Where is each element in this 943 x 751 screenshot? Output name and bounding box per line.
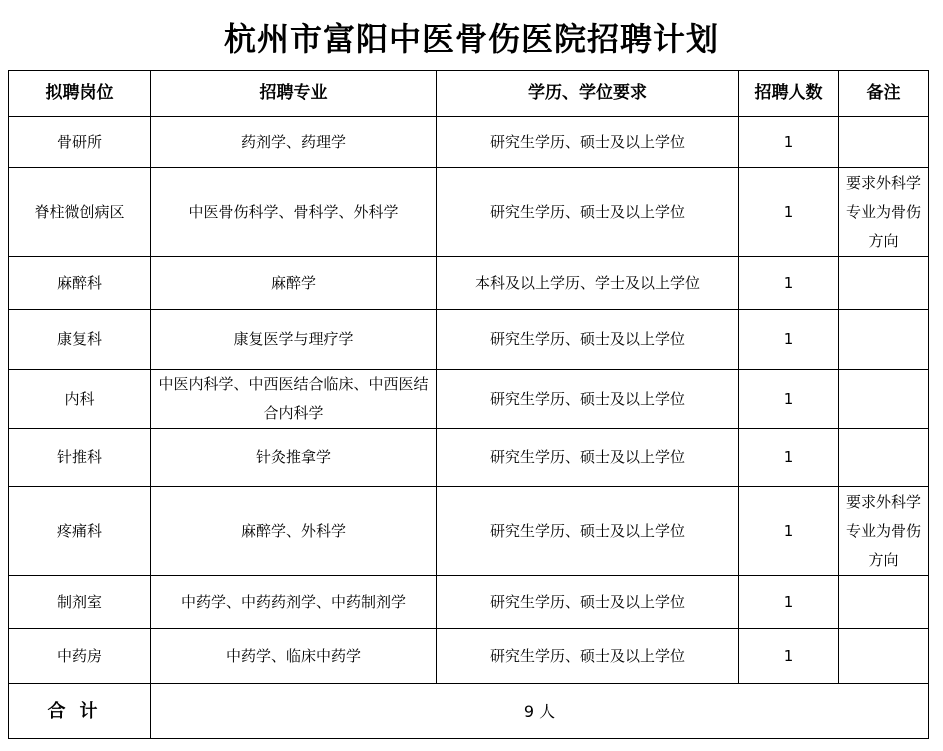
note-cell (839, 117, 929, 168)
education-cell: 研究生学历、硕士及以上学位 (437, 487, 739, 576)
education-cell: 研究生学历、硕士及以上学位 (437, 629, 739, 684)
table-row (9, 487, 929, 576)
table-row (9, 257, 929, 310)
table-row (9, 370, 929, 429)
table-row (9, 168, 929, 257)
count-cell: 1 (739, 576, 839, 629)
table-row (9, 310, 929, 370)
count-cell: 1 (739, 310, 839, 370)
major-cell: 针灸推拿学 (151, 429, 437, 487)
header-major: 招聘专业 (151, 71, 437, 117)
education-cell: 本科及以上学历、学士及以上学位 (437, 257, 739, 310)
major-cell: 药剂学、药理学 (151, 117, 437, 168)
note-cell: 要求外科学专业为骨伤方向 (839, 487, 929, 576)
header-row (9, 71, 929, 117)
header-note: 备注 (839, 71, 929, 117)
header-education: 学历、学位要求 (437, 71, 739, 117)
table-row (9, 576, 929, 629)
position-cell: 骨研所 (9, 117, 151, 168)
education-cell: 研究生学历、硕士及以上学位 (437, 429, 739, 487)
education-cell: 研究生学历、硕士及以上学位 (437, 117, 739, 168)
count-cell: 1 (739, 629, 839, 684)
position-cell: 制剂室 (9, 576, 151, 629)
total-label: 合计 (9, 684, 151, 739)
count-cell: 1 (739, 487, 839, 576)
count-cell: 1 (739, 117, 839, 168)
note-cell (839, 629, 929, 684)
total-row (9, 684, 929, 739)
position-cell: 针推科 (9, 429, 151, 487)
recruitment-table (8, 70, 929, 739)
table-row (9, 117, 929, 168)
table-row (9, 629, 929, 684)
header-count: 招聘人数 (739, 71, 839, 117)
education-cell: 研究生学历、硕士及以上学位 (437, 310, 739, 370)
major-cell: 中医内科学、中西医结合临床、中西医结合内科学 (151, 370, 437, 429)
page-title: 杭州市富阳中医骨伤医院招聘计划 (223, 20, 719, 58)
note-cell (839, 370, 929, 429)
count-cell: 1 (739, 168, 839, 257)
note-cell (839, 257, 929, 310)
education-cell: 研究生学历、硕士及以上学位 (437, 168, 739, 257)
major-cell: 麻醉学 (151, 257, 437, 310)
major-cell: 中医骨伤科学、骨科学、外科学 (151, 168, 437, 257)
position-cell: 脊柱微创病区 (9, 168, 151, 257)
education-cell: 研究生学历、硕士及以上学位 (437, 576, 739, 629)
position-cell: 内科 (9, 370, 151, 429)
total-value: 9 人 (151, 684, 929, 739)
major-cell: 中药学、中药药剂学、中药制剂学 (151, 576, 437, 629)
education-cell: 研究生学历、硕士及以上学位 (437, 370, 739, 429)
table-row (9, 429, 929, 487)
count-cell: 1 (739, 429, 839, 487)
note-cell (839, 576, 929, 629)
note-cell: 要求外科学专业为骨伤方向 (839, 168, 929, 257)
position-cell: 麻醉科 (9, 257, 151, 310)
note-cell (839, 310, 929, 370)
position-cell: 疼痛科 (9, 487, 151, 576)
header-position: 拟聘岗位 (9, 71, 151, 117)
major-cell: 麻醉学、外科学 (151, 487, 437, 576)
count-cell: 1 (739, 370, 839, 429)
major-cell: 康复医学与理疗学 (151, 310, 437, 370)
major-cell: 中药学、临床中药学 (151, 629, 437, 684)
position-cell: 中药房 (9, 629, 151, 684)
note-cell (839, 429, 929, 487)
count-cell: 1 (739, 257, 839, 310)
position-cell: 康复科 (9, 310, 151, 370)
